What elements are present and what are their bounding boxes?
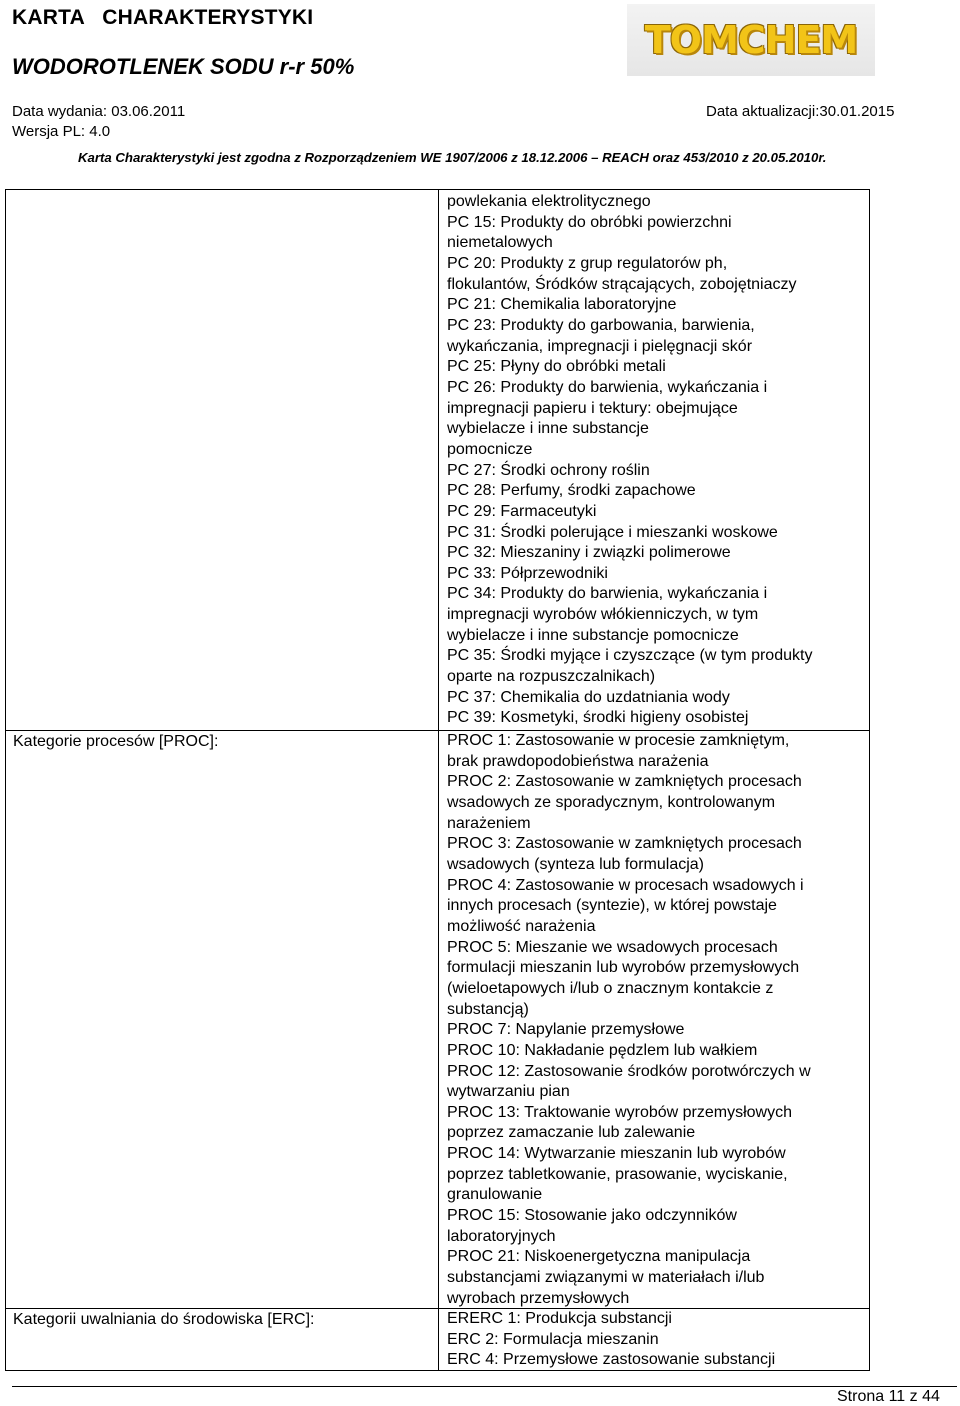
list-item: PROC 14: Wytwarzanie mieszanin lub wyrobów [447, 1145, 786, 1163]
list-item: granulowanie [447, 1186, 543, 1204]
list-item: laboratoryjnych [447, 1227, 556, 1245]
list-item: PC 33: Półprzewodniki [447, 564, 608, 582]
list-item: narażeniem [447, 814, 531, 832]
list-item: PC 25: Płyny do obróbki metali [447, 358, 666, 376]
proc-label: Kategorie procesów [PROC]: [13, 733, 219, 750]
company-logo-text: TOMCHEM [644, 18, 858, 62]
list-item: wykańczania, impregnacji i pielęgnacji skór [447, 337, 753, 355]
page-number: Strona 11 z 44 [837, 1388, 940, 1405]
list-item: PC 29: Farmaceutyki [447, 502, 597, 520]
list-item: wybielacze i inne substancje pomocnicze [447, 626, 739, 644]
footer-rule [12, 1386, 957, 1387]
version-label: Wersja PL: 4.0 [12, 123, 111, 140]
list-item: PC 35: Środki myjące i czyszczące (w tym produkty [447, 647, 813, 665]
list-item: ERC 4: Przemysłowe zastosowanie substancji [447, 1351, 776, 1369]
list-item: PROC 10: Nakładanie pędzlem lub wałkiem [447, 1041, 758, 1059]
erc-label: Kategorii uwalniania do środowiska [ERC]: [13, 1311, 315, 1328]
list-item: pomocnicze [447, 440, 533, 458]
list-item: wsadowych (synteza lub formulacja) [447, 855, 704, 873]
list-item: PROC 13: Traktowanie wyrobów przemysłowych [447, 1103, 793, 1121]
list-item: PROC 5: Mieszanie we wsadowych procesach [447, 938, 778, 956]
list-item: PROC 2: Zastosowanie w zamkniętych procesach [447, 773, 802, 791]
list-item: brak prawdopodobieństwa narażenia [447, 752, 709, 770]
list-item: poprzez tabletkowanie, prasowanie, wyciskanie, [447, 1165, 788, 1183]
list-item: wsadowych ze sporadycznym, kontrolowanym [447, 793, 776, 811]
list-item: PROC 15: Stosowanie jako odczynników [447, 1207, 737, 1225]
update-date: Data aktualizacji:30.01.2015 [706, 103, 895, 120]
list-item: wyrobach przemysłowych [447, 1289, 630, 1307]
list-item: substancją) [447, 1000, 529, 1018]
product-name-title: WODOROTLENEK SODU r-r 50% [12, 54, 355, 79]
list-item: możliwość narażenia [447, 917, 596, 935]
list-item: PC 27: Środki ochrony roślin [447, 461, 650, 479]
list-item: flokulantów, Śródków strącających, zobojętniaczy [447, 275, 797, 293]
list-item: PC 15: Produkty do obróbki powierzchni [447, 213, 732, 231]
list-item: PC 28: Perfumy, środki zapachowe [447, 482, 696, 500]
list-item: PROC 3: Zastosowanie w zamkniętych procesach [447, 835, 802, 853]
list-item: innych procesach (syntezie), w której powstaje [447, 897, 777, 915]
company-logo [627, 4, 875, 76]
list-item: PC 23: Produkty do garbowania, barwienia, [447, 316, 755, 334]
list-item: PC 31: Środki polerujące i mieszanki woskowe [447, 523, 778, 541]
list-item: impregnacji papieru i tektury: obejmujące [447, 399, 738, 417]
list-item: PROC 12: Zastosowanie środków porotwórczych w [447, 1062, 811, 1080]
list-item: PC 32: Mieszaniny i związki polimerowe [447, 544, 731, 562]
list-item: (wieloetapowych i/lub o znacznym kontakcie z [447, 979, 774, 997]
regulation-note: Karta Charakterystyki jest zgodna z Rozporządzeniem WE 1907/2006 z 18.12.2006 – REACH oraz 453/2010 z 20.05.2010r. [78, 150, 827, 165]
list-item: oparte na rozpuszczalnikach) [447, 668, 656, 686]
document-type-title: KARTA CHARAKTERYSTYKI [12, 6, 314, 29]
list-item: ERC 2: Formulacja mieszanin [447, 1330, 659, 1348]
list-item: powlekania elektrolitycznego [447, 193, 651, 210]
proc-list [447, 731, 811, 1309]
categories-table [5, 189, 870, 1371]
list-item: PC 39: Kosmetyki, środki higieny osobistej [447, 709, 749, 727]
list-item: PC 37: Chemikalia do uzdatniania wody [447, 688, 730, 706]
list-item: PROC 21: Niskoenergetyczna manipulacja [447, 1248, 751, 1266]
issue-date: Data wydania: 03.06.2011 [12, 103, 186, 120]
list-item: PROC 4: Zastosowanie w procesach wsadowych i [447, 876, 804, 894]
list-item: formulacji mieszanin lub wyrobów przemysłowych [447, 959, 800, 977]
pc-list [447, 192, 812, 729]
list-item: niemetalowych [447, 234, 553, 252]
erc-list [447, 1309, 775, 1371]
list-item: PC 20: Produkty z grup regulatorów ph, [447, 254, 728, 272]
list-item: PROC 7: Napylanie przemysłowe [447, 1021, 685, 1039]
list-item: ERERC 1: Produkcja substancji [447, 1310, 672, 1327]
list-item: PROC 1: Zastosowanie w procesie zamkniętym, [447, 732, 790, 749]
list-item: impregnacji wyrobów włókienniczych, w tym [447, 606, 759, 624]
list-item: poprzez zamaczanie lub zalewanie [447, 1124, 696, 1142]
column-divider [438, 190, 439, 1370]
list-item: wytwarzaniu pian [447, 1083, 570, 1101]
list-item: PC 26: Produkty do barwienia, wykańczania i [447, 378, 768, 396]
list-item: PC 34: Produkty do barwienia, wykańczania i [447, 585, 768, 603]
list-item: wybielacze i inne substancje [447, 420, 649, 438]
list-item: substancjami związanymi w materiałach i/lub [447, 1269, 765, 1287]
list-item: PC 21: Chemikalia laboratoryjne [447, 296, 677, 314]
